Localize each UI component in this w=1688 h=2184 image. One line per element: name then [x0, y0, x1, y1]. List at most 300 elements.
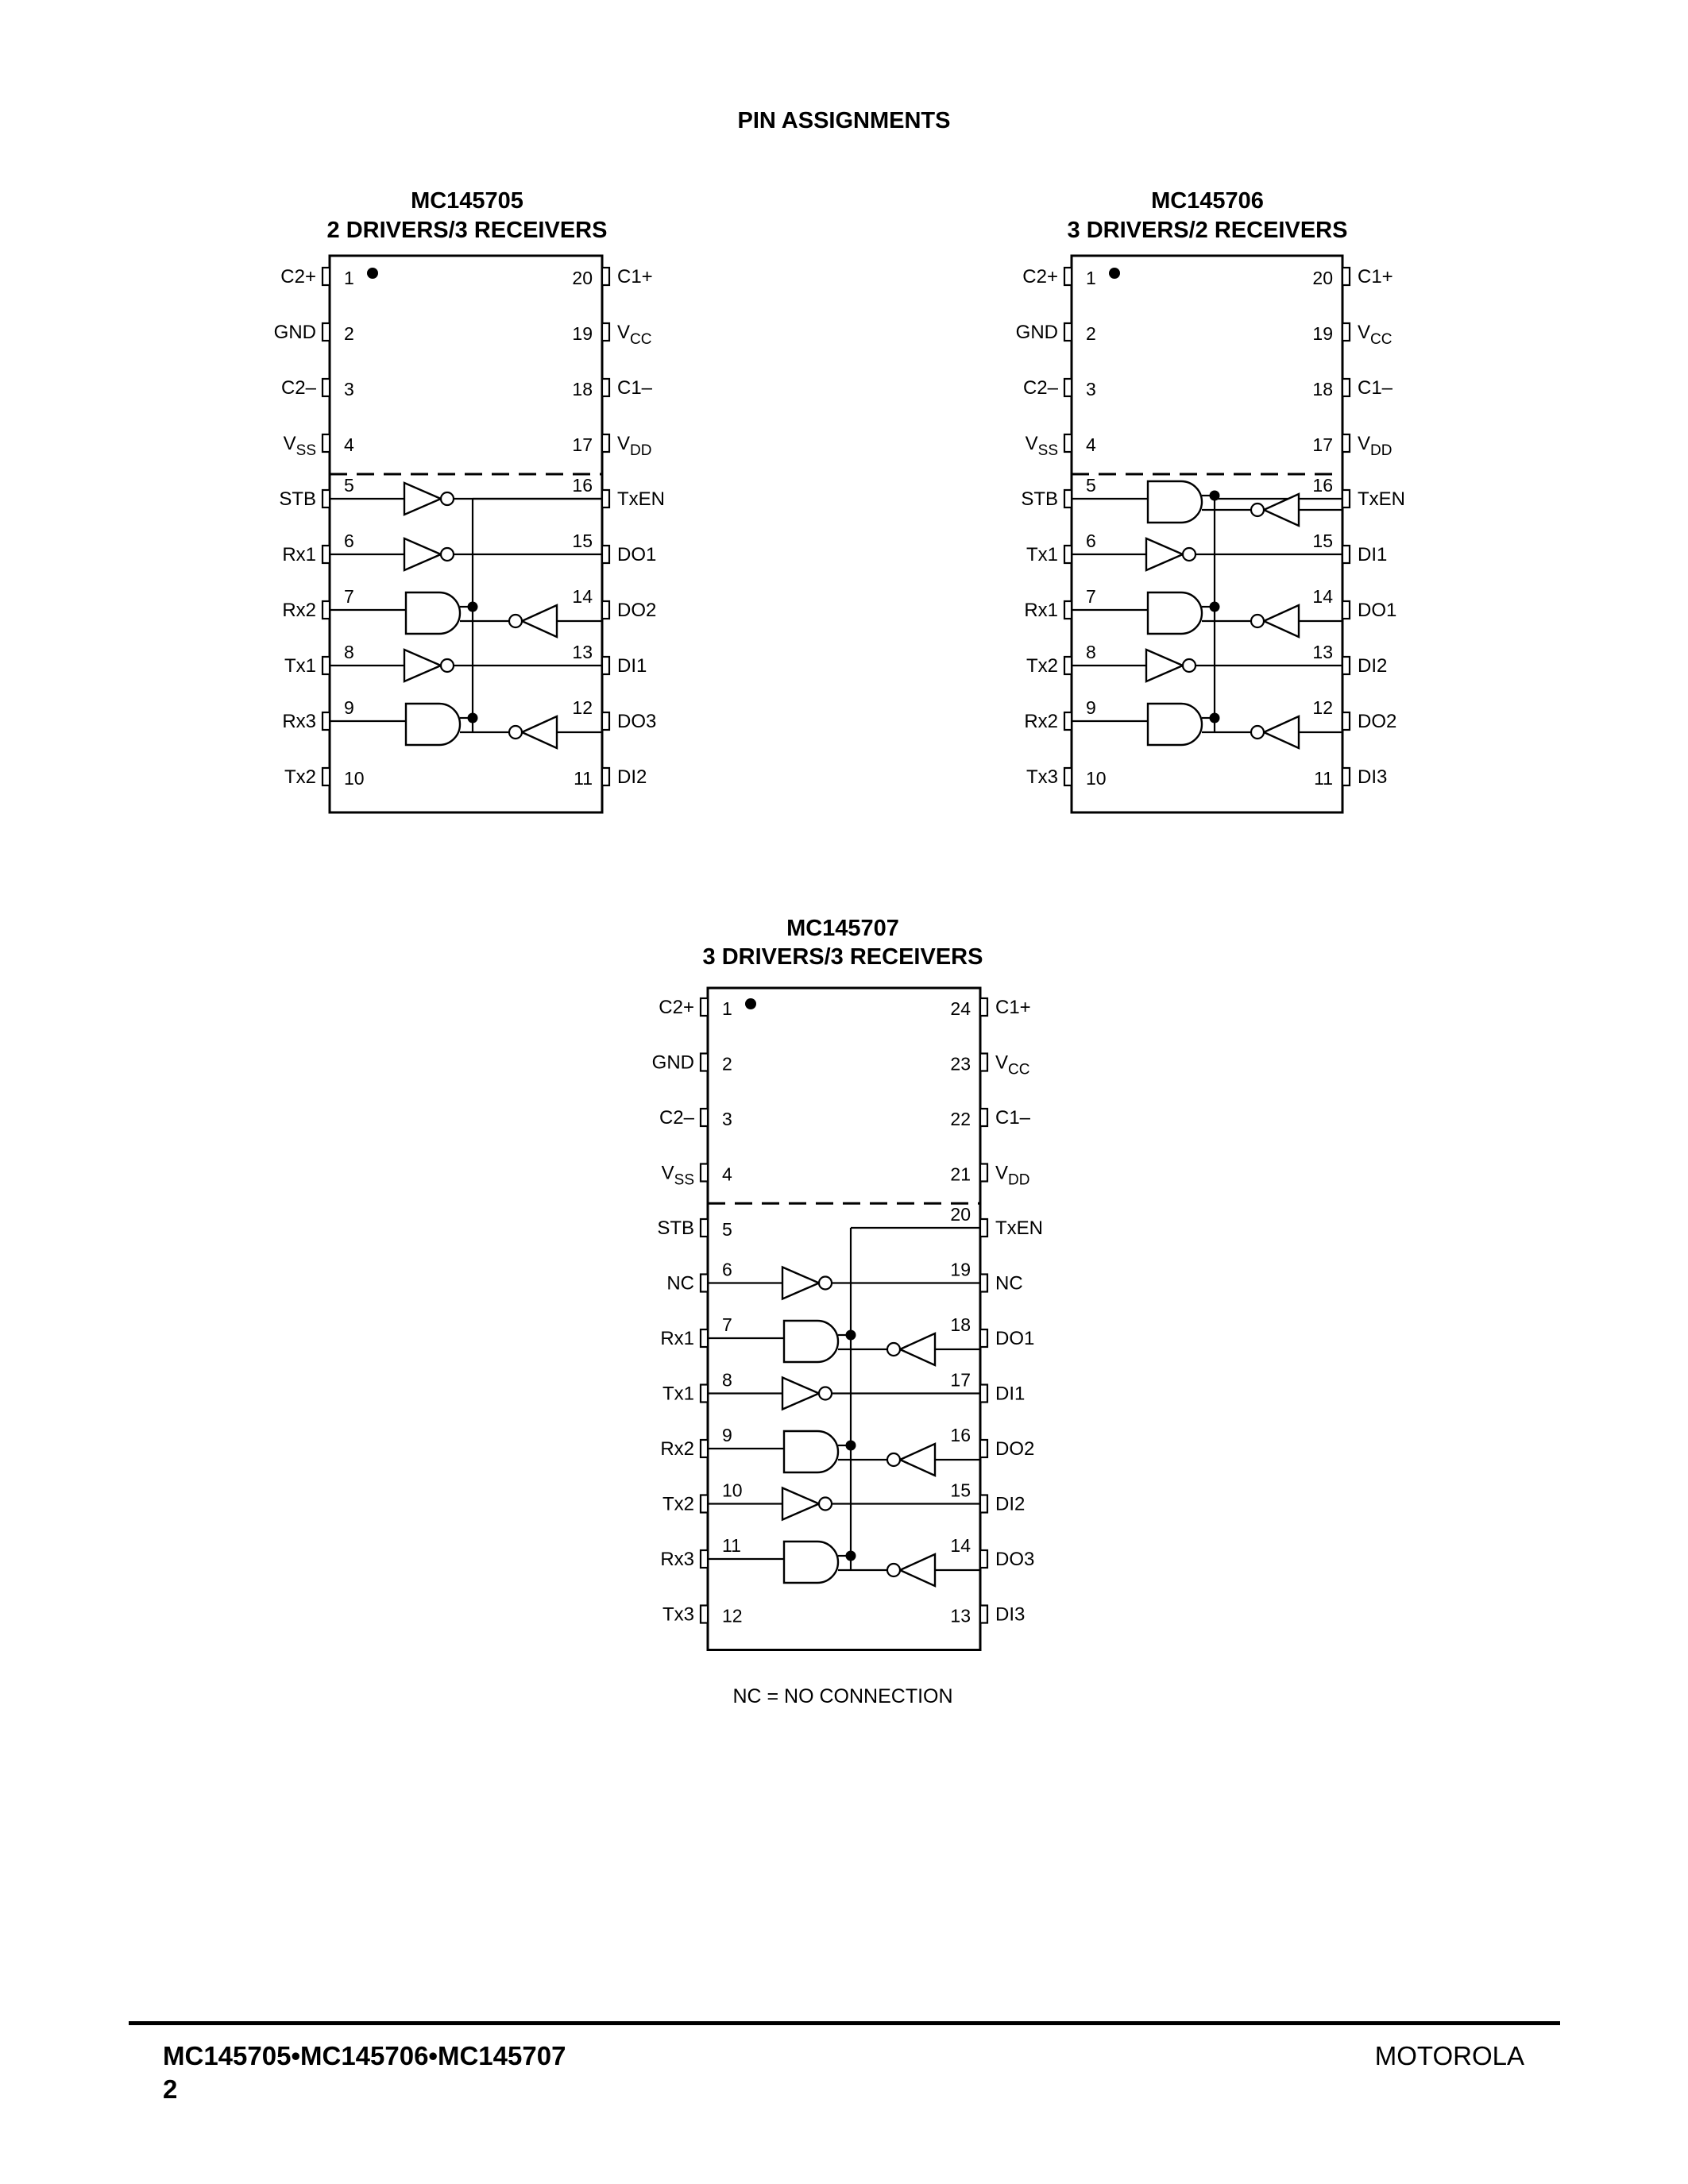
chip-body: [1072, 256, 1342, 812]
pin-number: 15: [950, 1480, 971, 1501]
pin-number: 11: [1314, 768, 1333, 789]
pin-stub: [980, 1164, 987, 1182]
pin-label-left: [1026, 766, 1058, 788]
inversion-bubble: [441, 492, 454, 505]
pin-number: 19: [572, 323, 593, 344]
pin-number: 12: [572, 697, 593, 718]
pin-stub: [323, 546, 330, 563]
pin-label-left: [662, 1494, 694, 1515]
pin-label-text: C1–: [1358, 377, 1393, 399]
pin-number: 15: [572, 531, 593, 551]
buffer-triangle: [404, 538, 441, 570]
pin-label-text: Rx2: [282, 600, 316, 621]
pin-stub: [980, 1606, 987, 1623]
pin-stub: [323, 268, 330, 285]
pin-label-text: Rx3: [282, 711, 316, 732]
chip-mc145705: [274, 188, 665, 812]
pin-label-left: [282, 544, 316, 565]
pin-label-text: DI1: [995, 1383, 1026, 1405]
pin-label-left: [1022, 266, 1058, 287]
pin-label-text: Tx2: [284, 766, 316, 788]
pin-label-left: [1024, 711, 1058, 732]
pin-label-right: [995, 1604, 1025, 1626]
pin-label-right: [617, 766, 647, 788]
junction-dot: [1210, 491, 1220, 501]
pin-label-text: TxEN: [617, 488, 665, 510]
pin-number: 5: [344, 475, 354, 496]
pin-number: 16: [1312, 475, 1333, 496]
pin-number: 2: [722, 1053, 732, 1075]
pin-number: 1: [1086, 268, 1096, 288]
pin-stub: [323, 657, 330, 674]
pin-number: 10: [344, 768, 365, 789]
pin-label-text: DO1: [1358, 600, 1397, 621]
pin-label-text: Rx1: [1024, 600, 1058, 621]
pin-number: 2: [344, 323, 354, 344]
pin-number: 7: [1086, 586, 1096, 607]
pin-label-text: Rx2: [1024, 711, 1058, 732]
pin-number: 4: [1086, 434, 1096, 455]
junction-dot: [468, 713, 478, 723]
pin-stub: [980, 1495, 987, 1513]
pin-label-text: DI2: [995, 1493, 1026, 1515]
pin-number: 23: [950, 1053, 971, 1075]
pin-stub: [1342, 379, 1350, 396]
pin-number: 16: [950, 1425, 971, 1445]
pin-label-text: V: [995, 1051, 1009, 1074]
pin-number: 20: [1312, 268, 1333, 288]
junction-dot: [846, 1330, 856, 1341]
pin-label-left: [666, 1273, 694, 1295]
pin-number: 18: [1312, 379, 1333, 399]
pin-stub: [980, 1385, 987, 1403]
pin-stub: [701, 1385, 708, 1403]
pin-label-text: DO2: [1358, 711, 1397, 732]
pin-label-right: [617, 377, 653, 399]
pin-label-right: [1358, 433, 1392, 459]
chip-name: MC145705: [411, 188, 523, 214]
inverting-buffer: [509, 605, 557, 637]
pin-stub: [602, 323, 609, 341]
pin-stub: [1064, 768, 1072, 785]
pin-stub: [323, 490, 330, 507]
pin-label-text: Tx3: [1026, 766, 1058, 788]
junction-dot: [1210, 713, 1220, 723]
inversion-bubble: [1251, 726, 1264, 739]
pin-label-text: Tx2: [662, 1493, 694, 1515]
pin-label-text: C1+: [1358, 266, 1393, 287]
junction-dot: [1210, 602, 1220, 612]
footer-part-numbers: MC145705•MC145706•MC145707: [163, 2041, 566, 2070]
pin-number: 2: [1086, 323, 1096, 344]
pin-label-left: [279, 488, 316, 510]
pin-label-text: Tx1: [284, 655, 316, 677]
and-gate: [406, 704, 460, 745]
chip-subtitle: 2 DRIVERS/3 RECEIVERS: [326, 218, 608, 243]
buffer-triangle: [404, 650, 441, 681]
pin-label-text: V: [1358, 322, 1371, 343]
pin-label-right: [995, 1549, 1034, 1570]
pin-number: 7: [344, 586, 354, 607]
pin-label-subscript: CC: [630, 331, 652, 348]
pin1-indicator-dot: [367, 268, 378, 279]
pin-label-subscript: CC: [1370, 331, 1393, 348]
pin-number: 9: [344, 697, 354, 718]
pin-label-text: Tx2: [1026, 655, 1058, 677]
pin-label-right: [995, 1107, 1031, 1129]
pin-label-right: [995, 1052, 1029, 1078]
pin-label-right: [1358, 377, 1393, 399]
pin-stub: [602, 268, 609, 285]
pin-label-left: [660, 1328, 694, 1349]
pin-label-text: NC: [995, 1272, 1023, 1295]
pin-label-left: [1023, 377, 1059, 399]
pin-stub: [602, 434, 609, 452]
junction-dot: [846, 1441, 856, 1451]
pin-number: 19: [1312, 323, 1333, 344]
pin-number: 14: [572, 586, 593, 607]
and-gate: [406, 592, 460, 634]
pin-label-text: NC: [666, 1272, 694, 1295]
pin-label-text: Rx2: [660, 1438, 694, 1460]
inverting-buffer: [887, 1444, 935, 1476]
pin-label-text: DO3: [617, 711, 657, 732]
pin-stub: [1342, 768, 1350, 785]
pin-label-text: V: [617, 322, 631, 343]
pin-label-right: [995, 1163, 1029, 1189]
pin-label-right: [1358, 322, 1392, 348]
pin-stub: [1064, 434, 1072, 452]
pin-label-left: [1021, 488, 1058, 510]
pin-number: 8: [344, 642, 354, 662]
pin-label-right: [617, 711, 656, 732]
pin-stub: [980, 1054, 987, 1071]
pin-stub: [980, 1275, 987, 1292]
buffer-triangle: [900, 1444, 935, 1476]
pin-stub: [701, 1275, 708, 1292]
pin-number: 11: [574, 768, 593, 789]
pin-number: 18: [572, 379, 593, 399]
pin-label-left: [1024, 600, 1058, 621]
pin-number: 12: [1312, 697, 1333, 718]
chip-mc145707: [652, 916, 1043, 1650]
pin-stub: [1342, 490, 1350, 507]
pin-stub: [1064, 657, 1072, 674]
pin-stub: [323, 434, 330, 452]
pin-label-left: [652, 1052, 694, 1074]
pin-number: 9: [1086, 697, 1096, 718]
pin-label-text: DO1: [617, 544, 657, 565]
pin-stub: [1064, 379, 1072, 396]
pin-label-text: STB: [657, 1217, 694, 1239]
inverting-buffer: [1251, 716, 1299, 748]
pin-label-text: V: [661, 1162, 674, 1184]
and-gate: [784, 1321, 838, 1362]
pin-number: 3: [722, 1109, 732, 1129]
pin-label-text: Tx3: [662, 1603, 694, 1626]
pin-label-text: Rx3: [660, 1549, 694, 1570]
pin-number: 7: [722, 1314, 732, 1335]
pin-number: 6: [344, 531, 354, 551]
pin-stub: [1064, 323, 1072, 341]
pin-number: 11: [722, 1535, 741, 1556]
pin-label-text: DI2: [617, 766, 647, 788]
pin-number: 13: [950, 1605, 971, 1626]
pin-label-subscript: DD: [1008, 1171, 1030, 1189]
pin-stub: [1064, 546, 1072, 563]
pin-label-subscript: SS: [674, 1171, 694, 1189]
pin-stub: [602, 601, 609, 619]
pin-label-right: [1358, 488, 1405, 510]
inversion-bubble: [819, 1277, 832, 1290]
pin-label-right: [1358, 544, 1387, 565]
pin-label-left: [662, 1604, 694, 1626]
inversion-bubble: [1251, 504, 1264, 516]
pin-label-left: [1026, 655, 1058, 677]
pin-label-right: [617, 266, 653, 287]
pin-stub: [980, 1219, 987, 1237]
pin-label-text: Tx1: [1026, 544, 1058, 565]
pin-stub: [701, 1109, 708, 1126]
pin-number: 13: [572, 642, 593, 662]
and-gate: [1148, 704, 1202, 745]
inverting-buffer: [1146, 538, 1196, 570]
pin-label-left: [274, 322, 316, 343]
pin-label-text: C1+: [617, 266, 653, 287]
pin-label-text: C2–: [280, 377, 316, 399]
pin-number: 14: [950, 1535, 971, 1556]
pin-number: 9: [722, 1425, 732, 1445]
pin-label-text: C1–: [617, 377, 653, 399]
pin1-indicator-dot: [1109, 268, 1120, 279]
pin-label-text: GND: [651, 1051, 694, 1074]
page-number: 2: [163, 2074, 178, 2104]
pin-label-right: [995, 997, 1031, 1018]
pin-label-text: TxEN: [995, 1217, 1043, 1239]
pin-stub: [701, 998, 708, 1016]
pin-label-left: [284, 433, 316, 459]
pin-number: 17: [1312, 434, 1333, 455]
pin-label-text: V: [1358, 433, 1371, 454]
pin-label-text: DI1: [1358, 544, 1388, 565]
pin-number: 8: [1086, 642, 1096, 662]
pin-label-right: [995, 1383, 1025, 1405]
and-gate: [784, 1431, 838, 1472]
pin-number: 16: [572, 475, 593, 496]
pin-label-text: V: [283, 433, 296, 454]
pin-label-text: V: [995, 1162, 1009, 1184]
inversion-bubble: [1183, 548, 1196, 561]
inverting-buffer: [1251, 605, 1299, 637]
pin-number: 15: [1312, 531, 1333, 551]
pin-number: 13: [1312, 642, 1333, 662]
pin-stub: [602, 490, 609, 507]
pin-number: 18: [950, 1314, 971, 1335]
inverting-buffer: [887, 1554, 935, 1586]
buffer-triangle: [782, 1488, 819, 1520]
pin-stub: [1342, 268, 1350, 285]
pin-label-text: DI3: [1358, 766, 1388, 788]
pin-label-text: C2–: [1022, 377, 1058, 399]
pin-label-left: [662, 1383, 694, 1405]
pin-label-text: GND: [1015, 322, 1058, 343]
pin-number: 14: [1312, 586, 1333, 607]
pin-number: 4: [344, 434, 354, 455]
pin-label-text: DO3: [995, 1549, 1035, 1570]
pin-label-left: [659, 997, 694, 1018]
pin-number: 20: [950, 1204, 971, 1225]
inversion-bubble: [1183, 659, 1196, 672]
inverting-buffer: [1146, 650, 1196, 681]
pin-label-left: [284, 655, 316, 677]
pin-label-text: C1–: [995, 1107, 1031, 1129]
pin-number: 3: [344, 379, 354, 399]
pin-stub: [701, 1495, 708, 1513]
buffer-triangle: [782, 1268, 819, 1299]
pin-label-left: [662, 1163, 694, 1189]
pin-number: 8: [722, 1369, 732, 1391]
chip-name: MC145706: [1151, 188, 1264, 214]
pin-stub: [1064, 601, 1072, 619]
pin-stub: [980, 1329, 987, 1347]
pin-label-right: [1358, 711, 1396, 732]
buffer-triangle: [1264, 716, 1299, 748]
buffer-triangle: [522, 605, 557, 637]
pin-label-left: [660, 1549, 694, 1570]
pin-stub: [1342, 601, 1350, 619]
pin-label-right: [1358, 766, 1387, 788]
and-gate: [1148, 481, 1202, 523]
inversion-bubble: [887, 1343, 900, 1356]
pin-label-right: [617, 433, 651, 459]
pin-number: 22: [950, 1109, 971, 1129]
pin-label-right: [1358, 266, 1393, 287]
inversion-bubble: [819, 1498, 832, 1511]
inverting-buffer: [782, 1268, 832, 1299]
pin-label-text: V: [1025, 433, 1038, 454]
pin1-indicator-dot: [745, 998, 756, 1009]
pin-label-left: [282, 600, 316, 621]
pin-stub: [980, 1440, 987, 1457]
pin-number: 20: [572, 268, 593, 288]
inversion-bubble: [887, 1564, 900, 1576]
pin-label-left: [657, 1217, 694, 1239]
pin-stub: [701, 1219, 708, 1237]
buffer-triangle: [1146, 538, 1183, 570]
pin-label-left: [659, 1107, 695, 1129]
pin-label-subscript: DD: [630, 442, 652, 459]
pin-number: 1: [344, 268, 354, 288]
pin-label-right: [617, 544, 656, 565]
pin-stub: [701, 1164, 708, 1182]
buffer-triangle: [404, 483, 441, 515]
pin-label-subscript: CC: [1008, 1061, 1030, 1078]
pin-label-left: [284, 766, 316, 788]
chip-name: MC145707: [786, 916, 899, 941]
pin-label-right: [1358, 655, 1387, 677]
pin-number: 10: [1086, 768, 1107, 789]
pin-label-text: DI3: [995, 1603, 1026, 1626]
buffer-triangle: [900, 1333, 935, 1365]
pin-label-text: DO2: [995, 1438, 1035, 1460]
pin-label-text: C2–: [659, 1107, 694, 1129]
pin-stub: [323, 601, 330, 619]
inversion-bubble: [1251, 615, 1264, 627]
pin-stub: [980, 1109, 987, 1126]
pin-label-text: DI1: [617, 655, 647, 677]
pin-label-left: [1016, 322, 1058, 343]
buffer-triangle: [782, 1378, 819, 1410]
pin-label-text: V: [617, 433, 631, 454]
pin-stub: [1064, 268, 1072, 285]
chip-subtitle: 3 DRIVERS/2 RECEIVERS: [1067, 218, 1348, 243]
inverting-buffer: [509, 716, 557, 748]
pin-label-text: C1+: [995, 997, 1031, 1018]
pin-label-right: [995, 1494, 1025, 1515]
pin-number: 24: [950, 998, 971, 1019]
buffer-triangle: [522, 716, 557, 748]
pin-stub: [1064, 490, 1072, 507]
pin-stub: [323, 379, 330, 396]
pin-stub: [701, 1606, 708, 1623]
pin-label-right: [617, 488, 665, 510]
inverting-buffer: [782, 1378, 832, 1410]
pin-label-text: STB: [1021, 488, 1058, 510]
pin-label-right: [617, 600, 656, 621]
pin-label-text: STB: [279, 488, 316, 510]
pin-number: 17: [572, 434, 593, 455]
pin-label-right: [995, 1328, 1034, 1349]
pin-label-left: [1026, 433, 1058, 459]
inversion-bubble: [509, 726, 522, 739]
inversion-bubble: [441, 659, 454, 672]
pin-stub: [701, 1550, 708, 1568]
inversion-bubble: [819, 1387, 832, 1400]
page-title: PIN ASSIGNMENTS: [737, 108, 951, 133]
pin-stub: [602, 657, 609, 674]
pin-stub: [1342, 657, 1350, 674]
buffer-triangle: [1264, 605, 1299, 637]
buffer-triangle: [1146, 650, 1183, 681]
junction-dot: [846, 1551, 856, 1561]
inversion-bubble: [887, 1453, 900, 1466]
pin-label-text: TxEN: [1358, 488, 1405, 510]
pin-label-text: GND: [273, 322, 316, 343]
inverting-buffer: [782, 1488, 832, 1520]
pin-label-text: C2+: [1022, 266, 1058, 287]
pin-label-right: [995, 1273, 1023, 1295]
pin-stub: [1342, 712, 1350, 730]
inverting-buffer: [887, 1333, 935, 1365]
pin-label-right: [617, 655, 647, 677]
footer-divider: [129, 2021, 1560, 2025]
pin-label-text: C2+: [659, 997, 694, 1018]
chip-body: [330, 256, 602, 812]
and-gate: [784, 1542, 838, 1583]
buffer-triangle: [900, 1554, 935, 1586]
pin-number: 4: [722, 1163, 732, 1185]
pin-label-right: [1358, 600, 1396, 621]
pin-label-subscript: SS: [1037, 442, 1058, 459]
pin-number: 3: [1086, 379, 1096, 399]
pin-label-left: [1026, 544, 1058, 565]
no-connection-note: NC = NO CONNECTION: [732, 1685, 953, 1707]
pin-number: 1: [722, 998, 732, 1019]
pin-label-left: [660, 1438, 694, 1460]
pin-label-subscript: DD: [1370, 442, 1393, 459]
footer-brand: MOTOROLA: [1374, 2041, 1524, 2070]
inversion-bubble: [509, 615, 522, 627]
